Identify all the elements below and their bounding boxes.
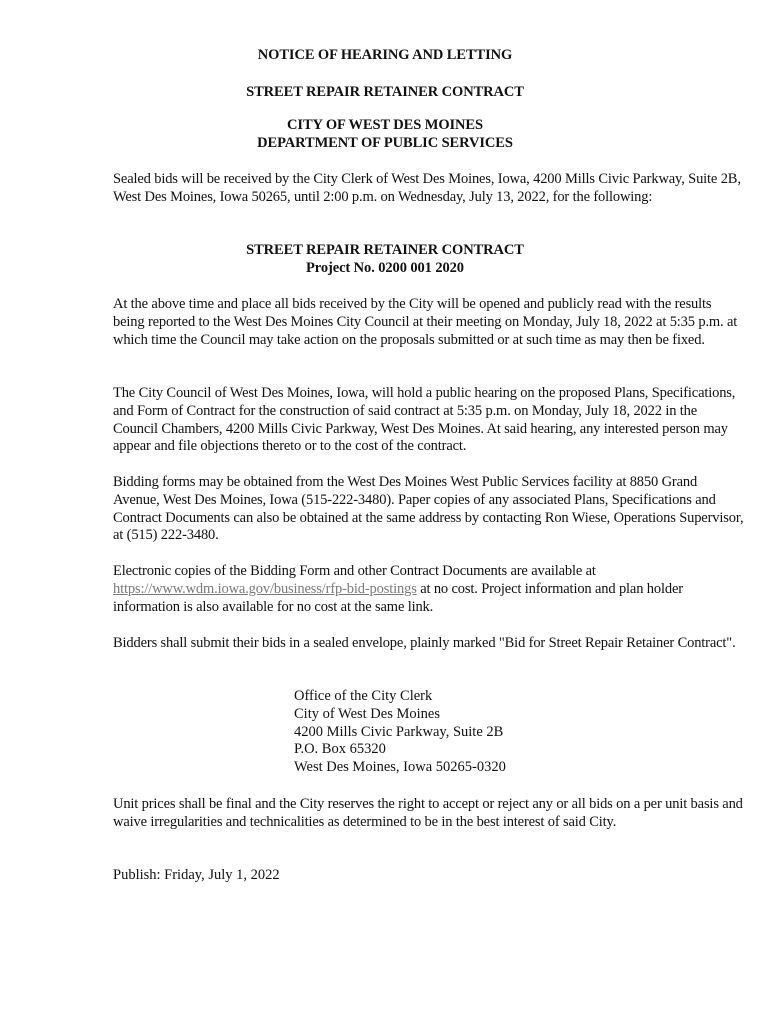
opening-text: At the above time and place all bids received by the City will be opened and publicly read with the results being reported to the West Des Moines City Council at their meeting on Monday, July 18, 2022 at 5:35 p.m. at which time the Council may take action on the proposals submitted or at such time as may then be fixed. (113, 296, 738, 348)
submit-paragraph (113, 635, 745, 653)
city-title: CITY OF WEST DES MOINES (287, 117, 483, 133)
hearing-paragraph (113, 385, 745, 456)
address-line: P.O. Box 65320 (294, 741, 386, 758)
notice-title: NOTICE OF HEARING AND LETTING (257, 47, 513, 63)
address-line: 4200 Mills Civic Parkway, Suite 2B (294, 723, 504, 740)
clerk-address (294, 688, 694, 777)
contract-title: STREET REPAIR RETAINER CONTRACT (246, 84, 524, 100)
forms-text: Bidding forms may be obtained from the West Des Moines West Public Services facility at 8850 Grand Avenue, West Des Moines, Iowa (515-222-3480). Paper copies of any associated Plans, Specifications and Contract Documents can also be obtained at the same address by contacting Ron Wiese, Operations Supervisor, at (515) 222-3480. (113, 474, 744, 544)
electronic-paragraph (113, 563, 745, 616)
submit-text: Bidders shall submit their bids in a sealed envelope, plainly marked "Bid for Street Repair Retainer Contract". (113, 635, 736, 651)
unit-prices-paragraph (113, 796, 745, 832)
intro-paragraph (113, 171, 745, 207)
project-title: STREET REPAIR RETAINER CONTRACT (246, 242, 524, 258)
unit-prices-text: Unit prices shall be final and the City reserves the right to accept or reject any or all bids on a per unit basis and waive irregularities and technicalities as determined to be in the best interest of said City. (113, 796, 743, 830)
hearing-text: The City Council of West Des Moines, Iowa, will hold a public hearing on the proposed Plans, Specifications, and Form of Contract for the construction of said contract at 5:35 p.m. on Monday, July 18, 2022 in the Council Chambers, 4200 Mills Civic Parkway, West Des Moines. At said hearing, any interested person may appear and file objections thereto or to the cost of the contract. (113, 385, 736, 455)
electronic-text-before: Electronic copies of the Bidding Form and other Contract Documents are available at (113, 563, 596, 579)
publish-date: Publish: Friday, July 1, 2022 (113, 867, 280, 883)
forms-paragraph (113, 474, 745, 545)
address-line: Office of the City Clerk (294, 688, 433, 704)
address-line: West Des Moines, Iowa 50265-0320 (294, 759, 506, 776)
intro-text: Sealed bids will be received by the City Clerk of West Des Moines, Iowa, 4200 Mills Civic Parkway, Suite 2B, West Des Moines, Iowa 50265, until 2:00 p.m. on Wednesday, July 13, 2022, for the following: (113, 171, 741, 205)
address-line: City of West Des Moines (294, 705, 440, 722)
electronic-text-after: at no cost. Project information and plan holder information is also available for no cost at the same link. (113, 580, 683, 615)
department-title: DEPARTMENT OF PUBLIC SERVICES (257, 135, 513, 151)
bid-postings-link[interactable]: https://www.wdm.iowa.gov/business/rfp-bid-postings (113, 580, 417, 597)
opening-paragraph (113, 296, 745, 349)
project-number: Project No. 0200 001 2020 (306, 260, 464, 276)
